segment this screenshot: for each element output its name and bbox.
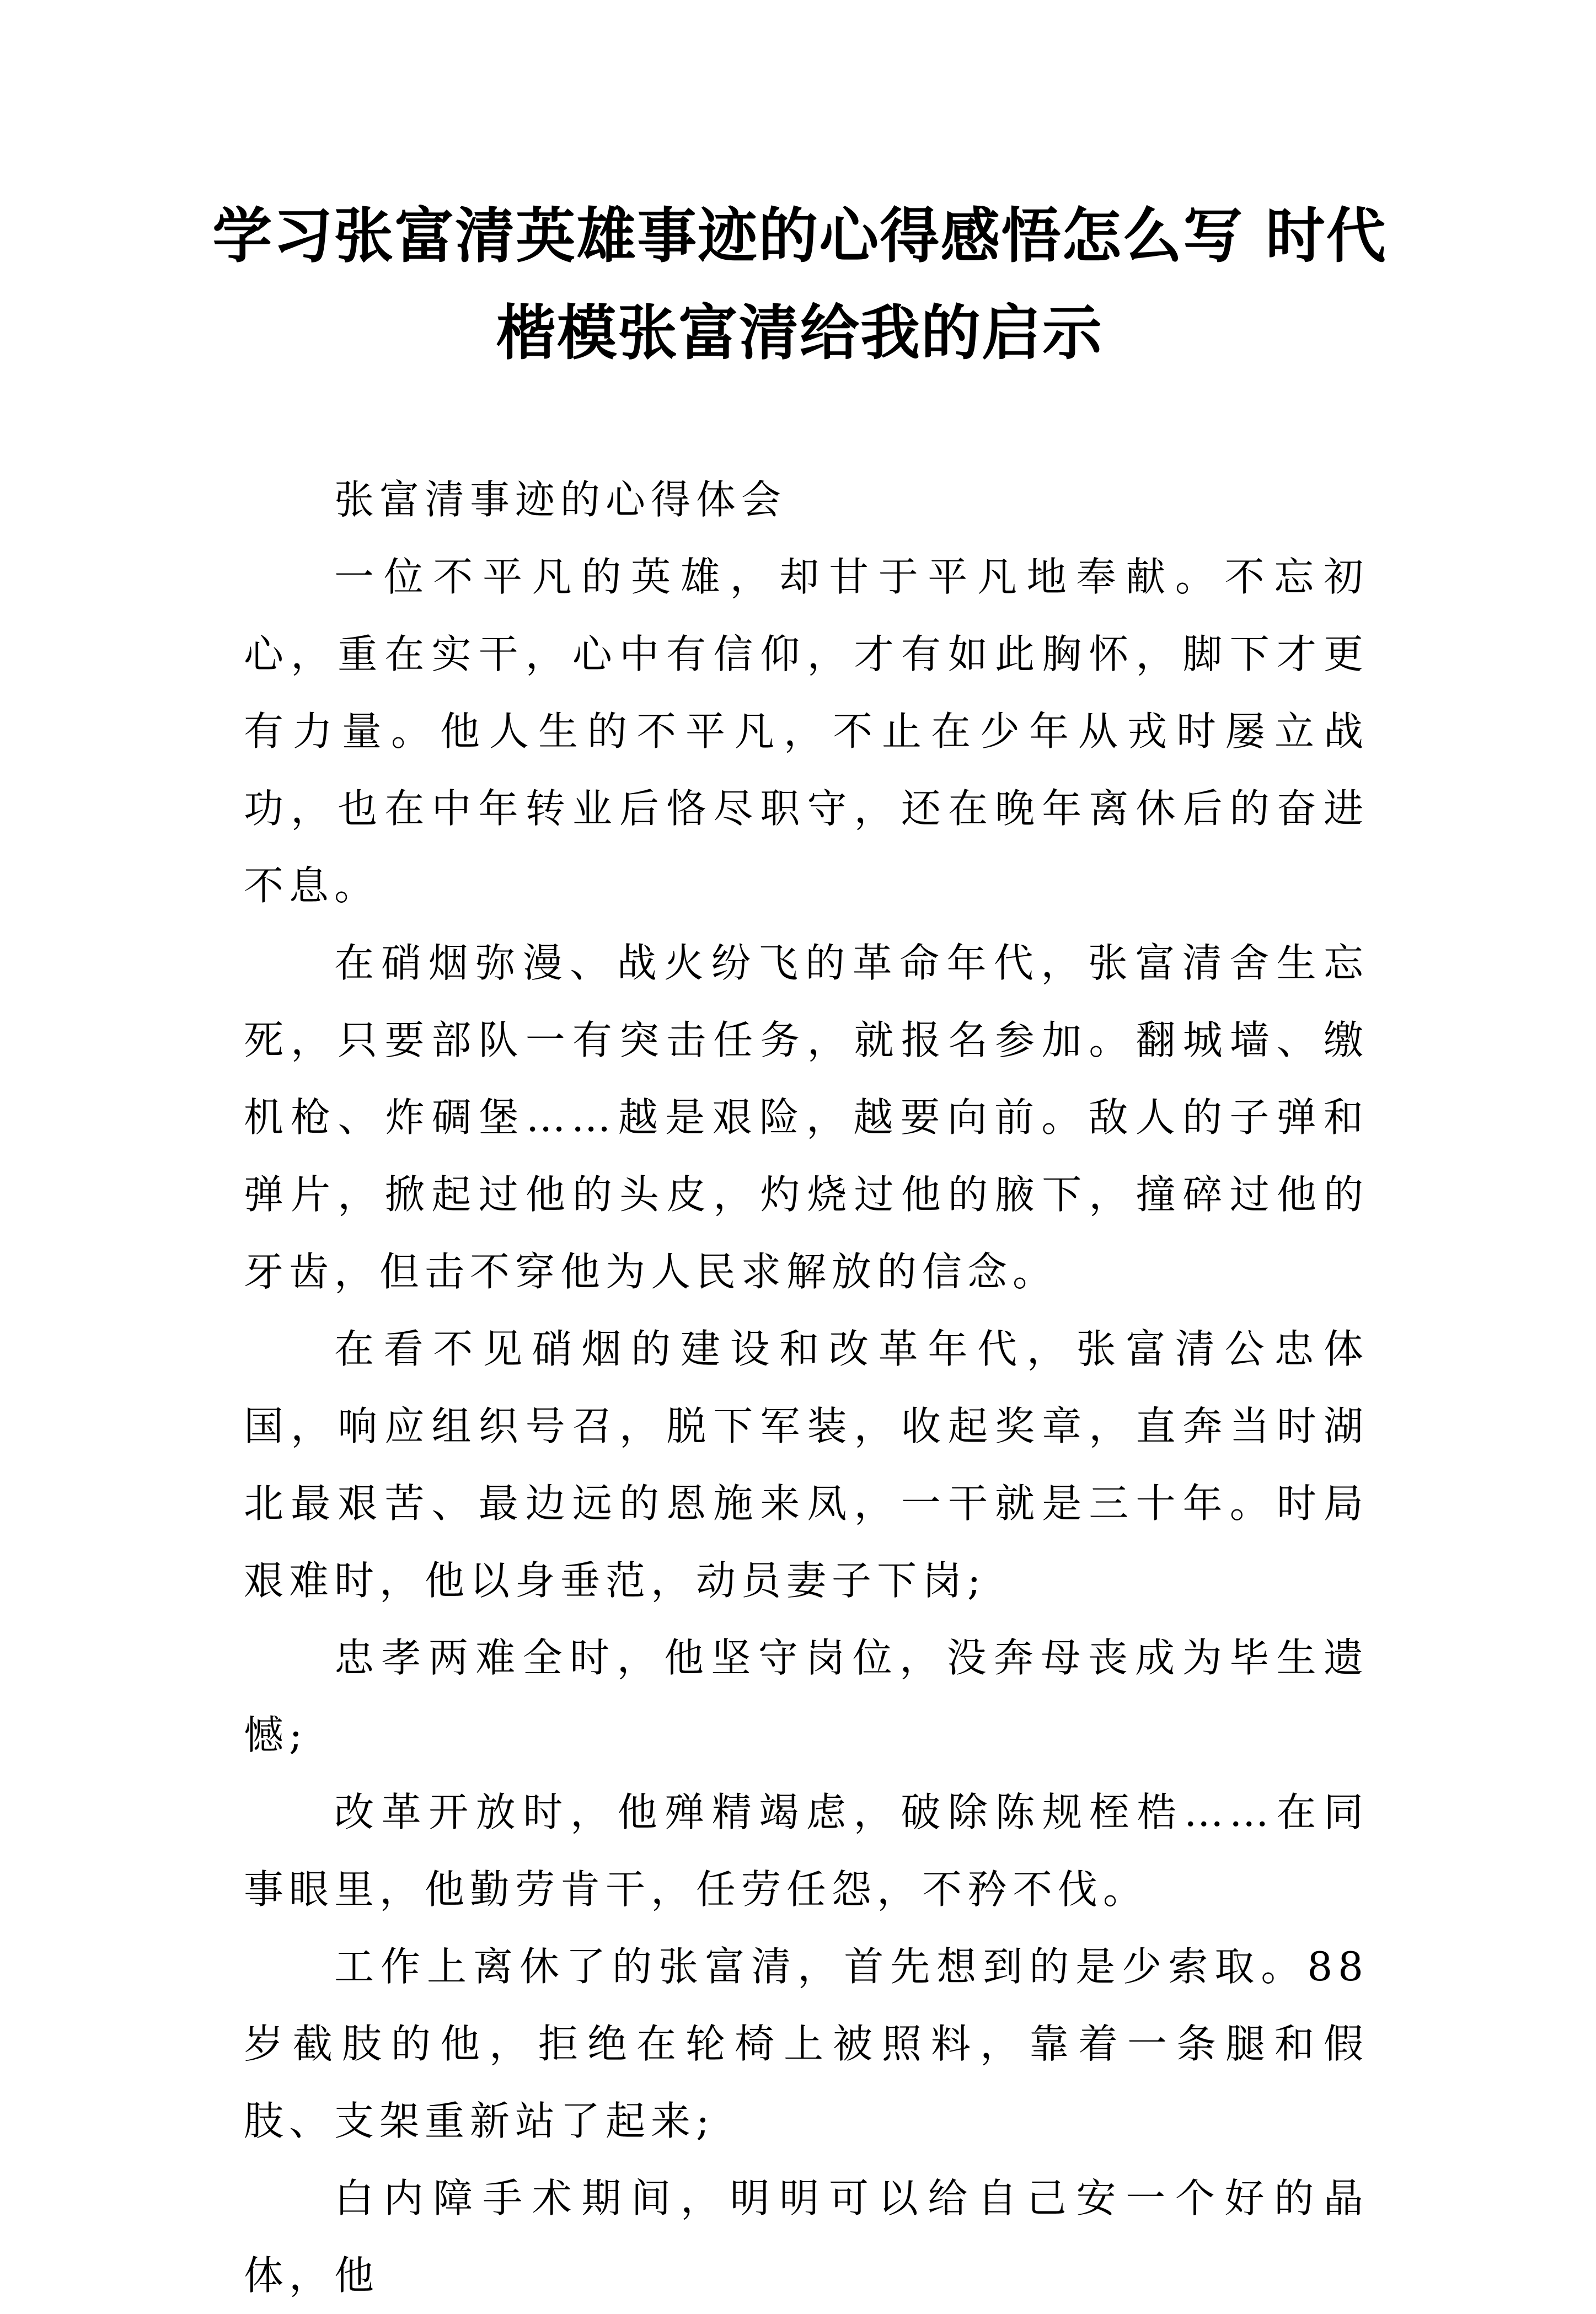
paragraph: 忠孝两难全时，他坚守岗位，没奔母丧成为毕生遗憾; — [244, 1635, 1369, 1758]
paragraph: 一位不平凡的英雄，却甘于平凡地奉献。不忘初心，重在实干，心中有信仰，才有如此胸怀，脚下才更有力量。他人生的不平凡，不止在少年从戎时屡立战功，也在中年转业后恪尽职守，还在晚年离休后的奋进不息。 — [244, 554, 1369, 909]
paragraph: 改革开放时，他殚精竭虑，破除陈规桎梏……在同事眼里，他勤劳肯干，任劳任怨，不矜不伐。 — [244, 1789, 1369, 1913]
document-body — [244, 461, 1369, 2314]
paragraph: 在硝烟弥漫、战火纷飞的革命年代，张富清舍生忘死，只要部队一有突击任务，就报名参加。翻城墙、缴机枪、炸碉堡……越是艰险，越要向前。敌人的子弹和弹片，掀起过他的头皮，灼烧过他的腋下，撞碎过他的牙齿，但击不穿他为人民求解放的信念。 — [244, 940, 1369, 1295]
paragraph-heading: 张富清事迹的心得体会 — [334, 476, 787, 523]
paragraph: 白内障手术期间，明明可以给自己安一个好的晶体，他 — [244, 2175, 1369, 2299]
paragraph: 工作上离休了的张富清，首先想到的是少索取。88 岁截肢的他，拒绝在轮椅上被照料，靠着一条腿和假肢、支架重新站了起来; — [244, 1943, 1369, 2144]
paragraph: 在看不见硝烟的建设和改革年代，张富清公忠体国，响应组织号召，脱下军装，收起奖章，直奔当时湖北最艰苦、最边远的恩施来凤，一干就是三十年。时局艰难时，他以身垂范，动员妻子下岗; — [244, 1326, 1369, 1604]
document-title: 学习张富清英雄事迹的心得感悟怎么写 时代楷模张富清给我的启示 — [212, 201, 1387, 368]
